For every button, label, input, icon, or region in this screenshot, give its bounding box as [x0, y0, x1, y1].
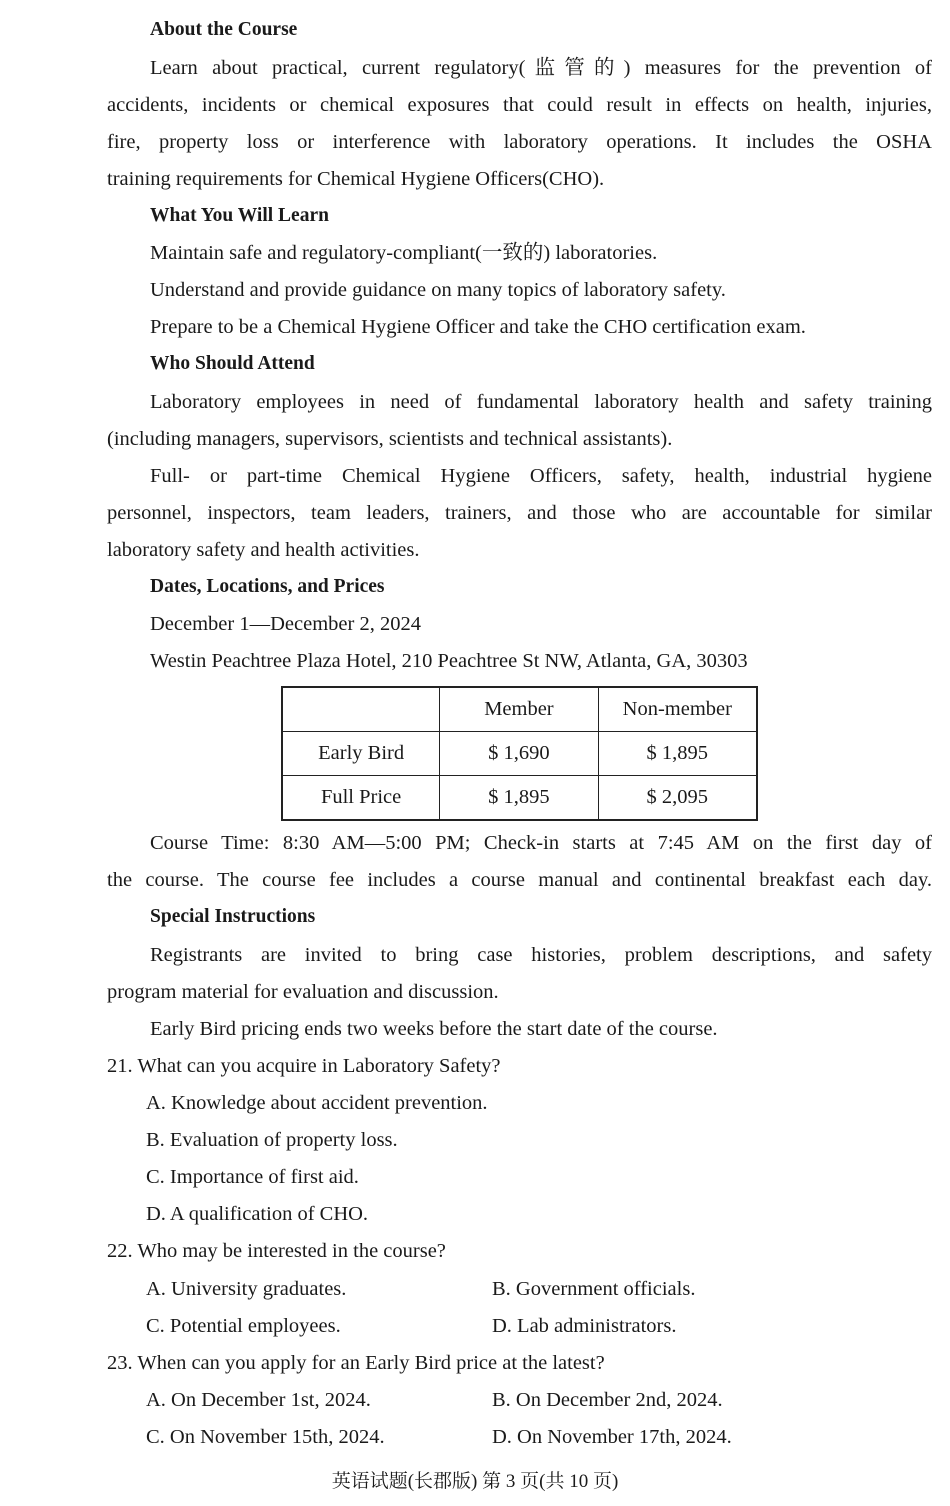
- price-table: [281, 686, 758, 821]
- learn-item-3: Prepare to be a Chemical Hygiene Officer and take the CHO certification exam.: [150, 316, 806, 338]
- heading-about-course: About the Course: [150, 19, 298, 40]
- question-22-option-d: D. Lab administrators.: [492, 1315, 677, 1337]
- learn-item-2: Understand and provide guidance on many topics of laboratory safety.: [150, 279, 726, 301]
- heading-dates-prices: Dates, Locations, and Prices: [150, 576, 385, 597]
- table-cell: $ 1,895: [440, 776, 598, 821]
- question-22-option-a: A. University graduates.: [146, 1278, 347, 1300]
- table-cell: $ 1,690: [440, 732, 598, 776]
- question-21-stem: 21. What can you acquire in Laboratory Safety?: [107, 1055, 501, 1077]
- about-line-4: training requirements for Chemical Hygiene Officers(CHO).: [107, 168, 605, 190]
- table-cell: Early Bird: [282, 732, 440, 776]
- question-23-option-c: C. On November 15th, 2024.: [146, 1426, 385, 1448]
- page-footer: 英语试题(长郡版) 第 3 页(共 10 页): [331, 1471, 619, 1492]
- table-header-row: [282, 687, 757, 732]
- table-row: [282, 732, 757, 776]
- heading-what-you-learn: What You Will Learn: [150, 205, 329, 226]
- attend-a-line-1: Laboratory employees in need of fundamental laboratory health and safety training: [150, 391, 932, 413]
- about-line-2: accidents, incidents or chemical exposures that could result in effects on health, injuries,: [107, 94, 932, 116]
- question-22-stem: 22. Who may be interested in the course?: [107, 1240, 446, 1262]
- special-a-line-2: program material for evaluation and discussion.: [107, 981, 499, 1003]
- special-a-line-1: Registrants are invited to bring case histories, problem descriptions, and safety: [150, 944, 932, 966]
- heading-special-instructions: Special Instructions: [150, 906, 316, 927]
- special-b-line: Early Bird pricing ends two weeks before the start date of the course.: [150, 1018, 718, 1040]
- table-cell: Full Price: [282, 776, 440, 821]
- question-22-option-c: C. Potential employees.: [146, 1315, 341, 1337]
- table-cell: $ 2,095: [598, 776, 757, 821]
- question-23-option-a: A. On December 1st, 2024.: [146, 1389, 371, 1411]
- about-line-1: Learn about practical, current regulatory(监管的) measures for the prevention of: [150, 57, 932, 79]
- course-time-line-1: Course Time: 8:30 AM—5:00 PM; Check-in starts at 7:45 AM on the first day of: [150, 832, 932, 854]
- question-21-option-a: A. Knowledge about accident prevention.: [146, 1092, 488, 1114]
- table-cell: $ 1,895: [598, 732, 757, 776]
- heading-who-attend: Who Should Attend: [150, 353, 315, 374]
- question-21-option-b: B. Evaluation of property loss.: [146, 1129, 398, 1151]
- table-row: [282, 776, 757, 821]
- attend-b-line-2: personnel, inspectors, team leaders, trainers, and those who are accountable for similar: [107, 502, 932, 524]
- attend-a-line-2: (including managers, supervisors, scientists and technical assistants).: [107, 428, 673, 450]
- question-21-option-d: D. A qualification of CHO.: [146, 1203, 369, 1225]
- course-dates: December 1—December 2, 2024: [150, 613, 421, 635]
- attend-b-line-3: laboratory safety and health activities.: [107, 539, 420, 561]
- question-23-option-d: D. On November 17th, 2024.: [492, 1426, 732, 1448]
- question-21-option-c: C. Importance of first aid.: [146, 1166, 359, 1188]
- table-header-cell: Non-member: [598, 687, 757, 732]
- question-23-option-b: B. On December 2nd, 2024.: [492, 1389, 723, 1411]
- course-location: Westin Peachtree Plaza Hotel, 210 Peachtree St NW, Atlanta, GA, 30303: [150, 650, 748, 672]
- attend-b-line-1: Full- or part-time Chemical Hygiene Officers, safety, health, industrial hygiene: [150, 465, 932, 487]
- learn-item-1: Maintain safe and regulatory-compliant(一致的) laboratories.: [150, 242, 658, 264]
- question-22-option-b: B. Government officials.: [492, 1278, 696, 1300]
- course-time-line-2: the course. The course fee includes a course manual and continental breakfast each day.: [107, 869, 932, 891]
- question-23-stem: 23. When can you apply for an Early Bird price at the latest?: [107, 1352, 605, 1374]
- about-line-3: fire, property loss or interference with laboratory operations. It includes the OSHA: [107, 131, 932, 153]
- table-header-cell: Member: [440, 687, 598, 732]
- table-header-cell: [282, 687, 440, 732]
